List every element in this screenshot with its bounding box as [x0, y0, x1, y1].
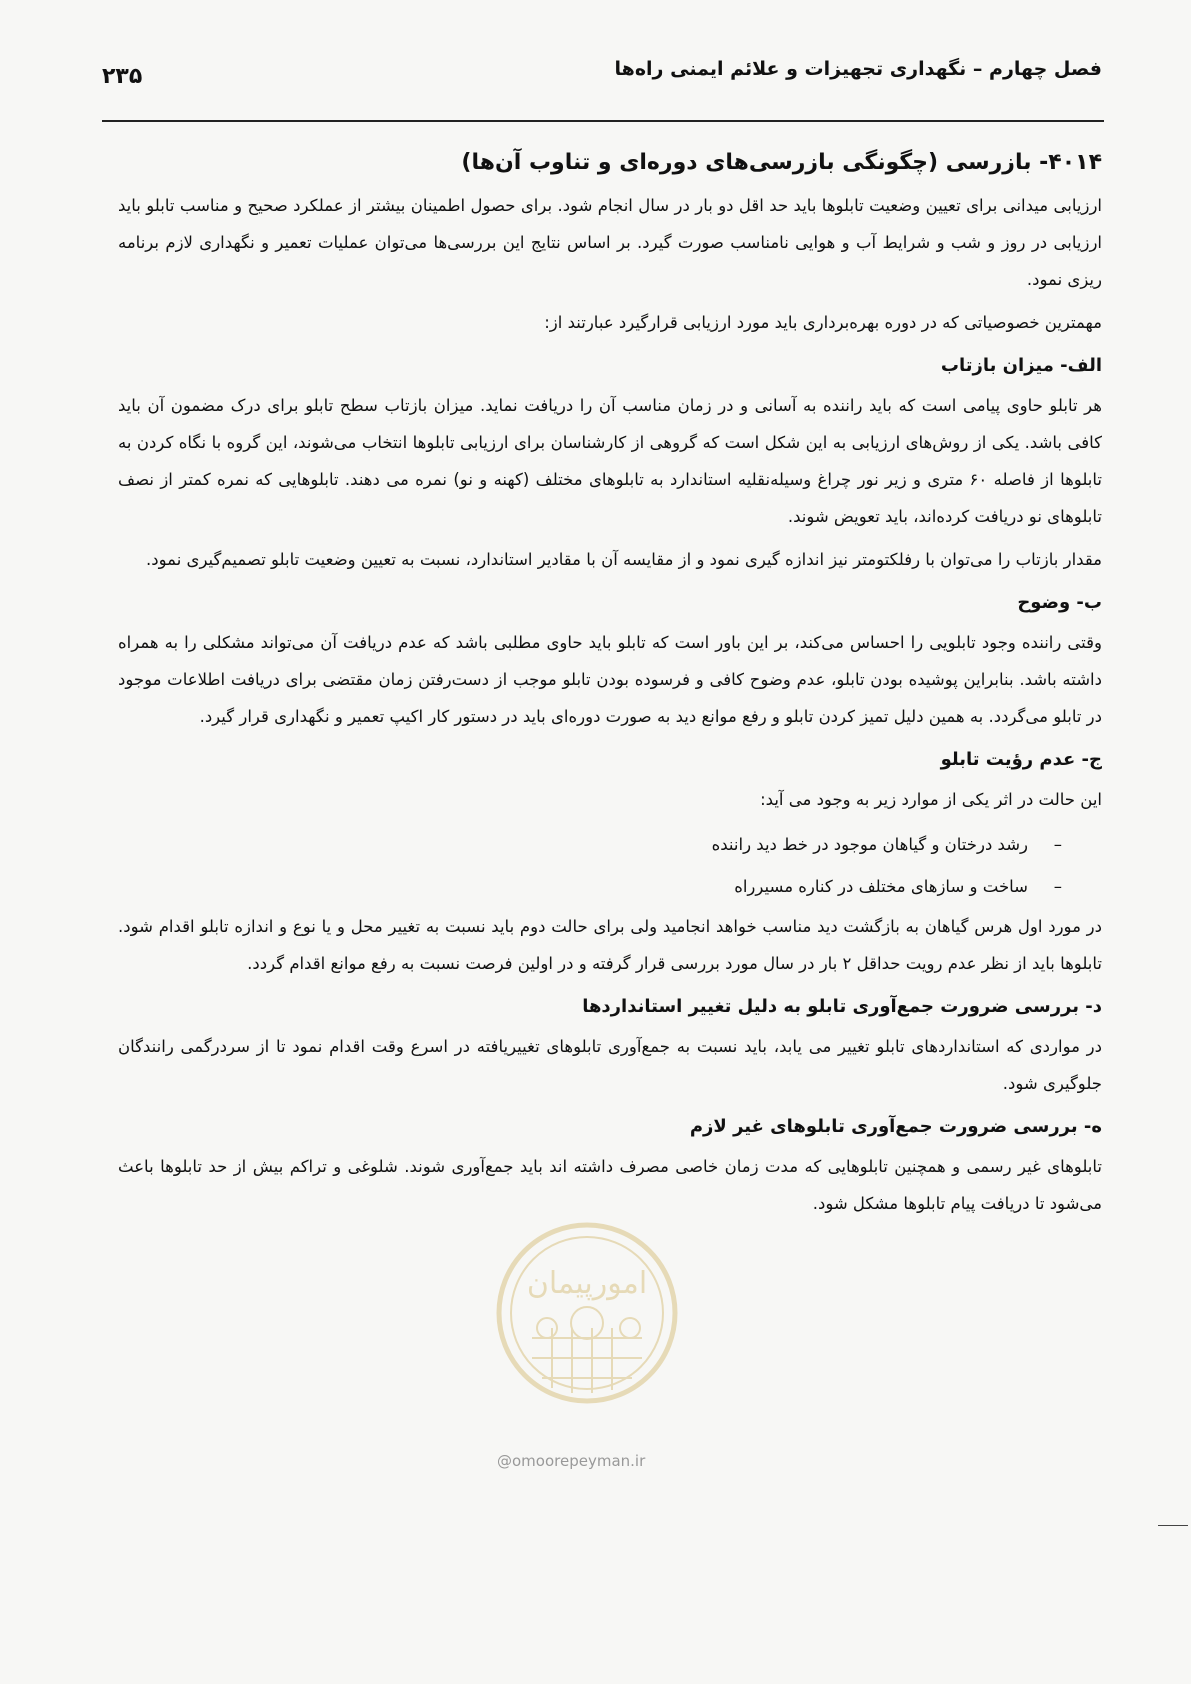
page-body: [118, 130, 1102, 1228]
header-divider: [102, 120, 1104, 122]
list-item: [118, 866, 1062, 908]
margin-mark: [1158, 1525, 1188, 1526]
list-item-text: رشد درختان و گیاهان موجود در خط دید راننده: [711, 835, 1028, 854]
watermark-site-text: omoorepeyman.ir: [512, 1452, 646, 1470]
subsection-e-paragraph: تابلوهای غیر رسمی و همچنین تابلوهایی که مدت زمان خاصی مصرف داشته اند باید جمع‌آوری شوند. شلوغی و تراکم بیش از حد تابلوها باعث می‌شود تا دریافت پیام تابلوها مشکل شود.: [118, 1157, 1102, 1213]
subsection-c-paragraph-1: این حالت در اثر یکی از موارد زیر به وجود می آید:: [760, 790, 1102, 809]
list-item: [118, 824, 1062, 866]
dash-marker: –: [1053, 877, 1062, 896]
bullet-list: [118, 824, 1102, 908]
dash-marker: –: [1053, 835, 1062, 854]
subsection-a-title: الف- میزان بازتاب: [940, 355, 1102, 376]
watermark-text: امورپیمان: [526, 1266, 648, 1301]
subsection-c-title: ج- عدم رؤیت تابلو: [940, 749, 1102, 770]
subsection-b-paragraph: وقتی راننده وجود تابلویی را احساس می‌کند، بر این باور است که تابلو باید حاوی مطلبی باشد که عدم دریافت آن می‌تواند مشکلی را به همراه داشته باشد. بنابراین پوشیده بودن تابلو، عدم وضوح کافی و فرسوده بودن تابلو موجب از دست‌رفتن زمان مقتضی برای دریافت اطلاعات موجود در تابلو می‌گردد. به همین دلیل تمیز کردن تابلو و رفع موانع دید به صورت دوره‌ای باید در دستور کار اکیپ تعمیر و نگهداری قرار گیرد.: [118, 633, 1102, 726]
lead-paragraph: مهمترین خصوصیاتی که در دوره بهره‌برداری باید مورد ارزیابی قرارگیرد عبارتند از:: [544, 313, 1102, 332]
chapter-title: فصل چهارم – نگهداری تجهیزات و علائم ایمنی راه‌ها: [614, 58, 1102, 80]
list-item-text: ساخت و سازهای مختلف در کناره مسیرراه: [734, 877, 1028, 896]
watermark-site: @omoorepeyman.ir: [497, 1452, 646, 1470]
subsection-b-title: ب- وضوح: [1017, 592, 1102, 613]
subsection-a-paragraph-2: مقدار بازتاب را می‌توان با رفلکتومتر نیز اندازه گیری نمود و از مقایسه آن با مقادیر استاندارد، نسبت به تعیین وضعیت تابلو تصمیم‌گیری نمود.: [146, 550, 1102, 569]
intro-paragraph: ارزیابی میدانی برای تعیین وضعیت تابلوها باید حد اقل دو بار در سال انجام شود. برای حصول اطمینان بیشتر از عملکرد صحیح و مناسب تابلو باید ارزیابی در روز و شب و شرایط آب و هوایی نامناسب صورت گیرد. بر اساس نتایج این بررسی‌ها می‌توان عملیات تعمیر و نگهداری لازم برنامه ریزی نمود.: [118, 196, 1102, 289]
page-header: [102, 52, 1102, 92]
subsection-a-paragraph-1: هر تابلو حاوی پیامی است که باید راننده به آسانی و در زمان مناسب آن را دریافت نماید. میزان بازتاب سطح تابلو برای درک مضمون آن باید کافی باشد. یکی از روش‌های ارزیابی به این شکل است که گروهی از کارشناسان برای ارزیابی تابلوها انتخاب می‌شوند، این گروه با نگاه کردن به تابلوها از فاصله ۶۰ متری و زیر نور چراغ وسیله‌نقلیه استاندارد به تابلوهای مختلف (کهنه و نو) نمره می دهند. تابلوهایی که نمره کمتر از نصف تابلوهای نو دریافت کرده‌اند، باید تعویض شوند.: [118, 396, 1102, 526]
subsection-c-paragraph-2: در مورد اول هرس گیاهان به بازگشت دید مناسب خواهد انجامید ولی برای حالت دوم باید نسبت به تغییر محل و یا نوع و اندازه تابلو اقدام شود. تابلوها باید از نظر عدم رویت حداقل ۲ بار در سال مورد بررسی قرار گرفته و در اولین فرصت نسبت به رفع موانع اقدام گردد.: [118, 917, 1102, 973]
subsection-e-title: ه- بررسی ضرورت جمع‌آوری تابلوهای غیر لازم: [689, 1116, 1102, 1137]
watermark-logo: [492, 1218, 682, 1418]
subsection-d-title: د- بررسی ضرورت جمع‌آوری تابلو به دلیل تغییر استانداردها: [582, 996, 1102, 1017]
section-title: ۴۰۱۴- بازرسی (چگونگی بازرسی‌های دوره‌ای و تناوب آن‌ها): [461, 150, 1102, 175]
subsection-d-paragraph: در مواردی که استانداردهای تابلو تغییر می یابد، باید نسبت به جمع‌آوری تابلوهای تغییریافته در اسرع وقت اقدام نمود تا از سردرگمی رانندگان جلوگیری شود.: [118, 1037, 1102, 1093]
page-number: ۲۳۵: [102, 64, 143, 89]
